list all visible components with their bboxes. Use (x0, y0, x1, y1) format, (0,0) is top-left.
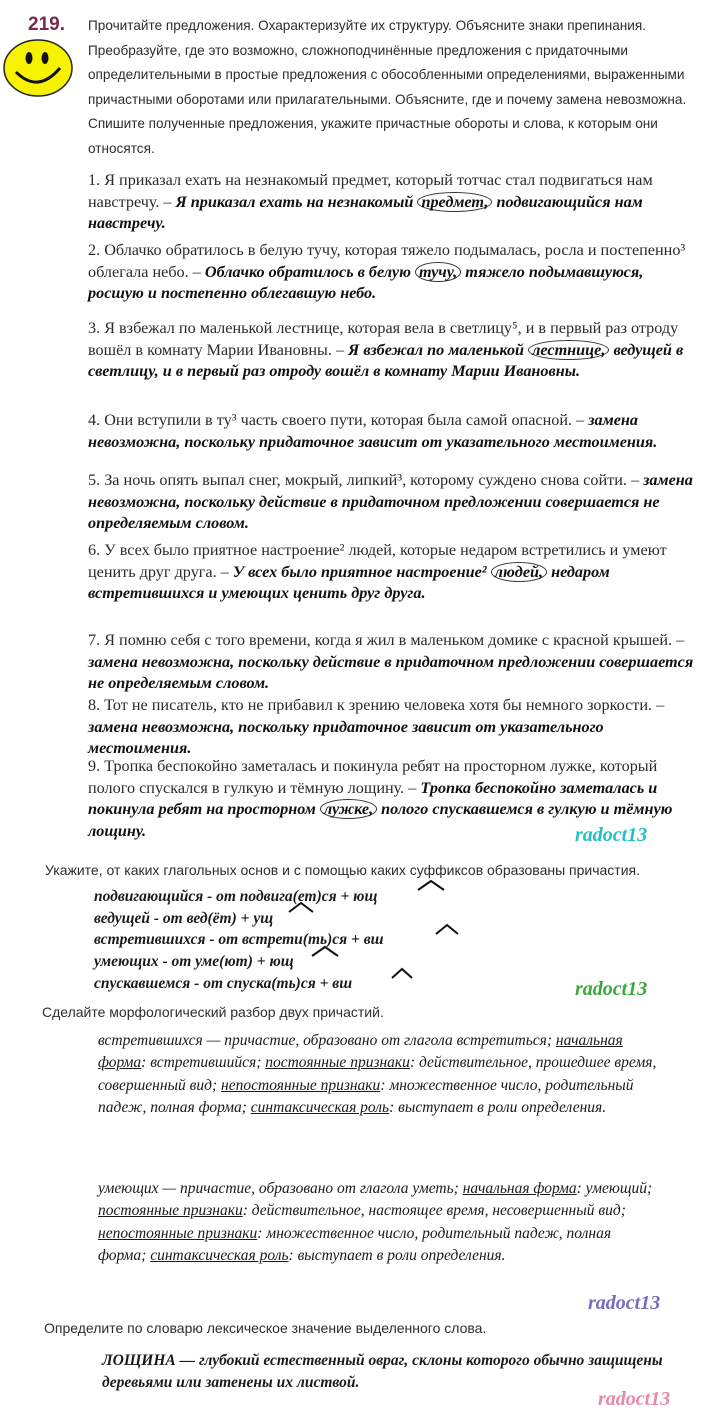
defined-word: тучу, (415, 262, 461, 282)
answer-text: Я приказал ехать на незнакомый предмет, подвигающийся нам навстречу. (88, 192, 643, 232)
exercise-number: 219. (28, 14, 65, 35)
term-label: постоянные признаки (265, 1054, 410, 1072)
watermark-3: radoct13 (588, 1292, 661, 1314)
answer-text: Тропка беспокойно заметалась и покинула ребят на просторном лужке, полого спускавшемся в гулкую и тёмную лощину. (88, 778, 673, 840)
analysis-text: : встретившийся; (141, 1054, 266, 1072)
analysis-text: : действительное, настоящее время, несовершенный вид; (242, 1202, 626, 1220)
analysis-text: : множественное число, родительный падеж, полная форма; (98, 1076, 634, 1116)
answer-text: замена невозможна, поскольку действие в придаточном предложении совершается не определяемым словом. (88, 652, 694, 692)
sentence-item (88, 540, 696, 605)
derivation-line: ведущей - от вед(ёт) + ущ (94, 909, 274, 927)
term-label: синтаксическая роль (150, 1246, 289, 1264)
answer-text: Я взбежал по маленькой лестнице, ведущей в светлицу, и в первый раз отроду вошёл в комнату Марии Ивановны. (88, 340, 684, 380)
original-sentence: 5. За ночь опять выпал снег, мокрый, липкий³, которому суждено снова сойти. – (88, 471, 644, 489)
sentence-item (88, 630, 696, 695)
suffix-mark-icon (418, 881, 444, 890)
section3-heading: Сделайте морфологический разбор двух причастий. (42, 1004, 384, 1020)
original-sentence: 6. У всех было приятное настроение² людей, которые недаром встретились и умеют ценить друг друга. – (88, 541, 667, 581)
derivation-line: умеющих - от уме(ют) + ющ (94, 953, 294, 971)
defined-word: предмет, (417, 192, 492, 212)
analysis-text: : действительное, прошедшее время, совершенный вид; (98, 1054, 657, 1094)
derivation-line: спускавшемся - от спуска(ть)ся + вш (94, 974, 353, 992)
suffix-mark-icon (392, 969, 412, 978)
defined-word: людей, (491, 562, 547, 582)
answer-text: У всех было приятное настроение² людей, недаром встретившихся и умеющих ценить друг друга. (88, 562, 610, 602)
watermark-1: radoct13 (575, 824, 648, 846)
defined-word: лестнице, (528, 340, 609, 360)
term-label: синтаксическая роль (250, 1098, 390, 1116)
original-sentence: 8. Тот не писатель, кто не прибавил к зрению человека хотя бы немного зоркости. – (88, 696, 665, 714)
original-sentence: 1. Я приказал ехать на незнакомый предмет, который тотчас стал подвигаться нам навстречу. – (88, 171, 653, 211)
sentence-item (88, 410, 696, 453)
analysis-text: : множественное число, родительный падеж, полная форма; (98, 1224, 612, 1264)
term-label: непостоянные признаки (221, 1076, 381, 1094)
answer-text: Облачко обратилось в белую тучу, тяжело подымавшуюся, росшую и постепенно облегавшую небо. (88, 262, 644, 302)
term-label: начальная форма (462, 1180, 577, 1197)
sentence-item (88, 318, 696, 383)
answer-text: замена невозможна, поскольку придаточное зависит от указательного местоимения. (88, 411, 658, 451)
analysis-text: : выступает в роли определения. (288, 1246, 506, 1264)
analysis-text: умеющих — причастие, образовано от глагола уметь; (98, 1180, 463, 1197)
original-sentence: 3. Я взбежал по маленькой лестнице, которая вела в светлицу⁵, и в первый раз отроду вошёл в комнату Марии Ивановны. – (88, 319, 679, 359)
section2-heading: Укажите, от каких глагольных основ и с помощью каких суффиксов образованы причастия. (45, 862, 641, 878)
analysis-text: : умеющий; (576, 1180, 653, 1197)
watermark-4: radoct13 (598, 1388, 671, 1410)
morph-analysis-1 (98, 1030, 658, 1119)
original-sentence: 4. Они вступили в ту³ часть своего пути, которая была самой опасной. – (88, 411, 589, 429)
sentence-item (88, 240, 696, 305)
sentence-item (88, 695, 696, 760)
original-sentence: 9. Тропка беспокойно заметалась и покинула ребят на просторном лужке, который полого спускался в гулкую и тёмную лощину. – (88, 757, 658, 797)
sentence-item (88, 470, 696, 535)
analysis-text: : выступает в роли определения. (389, 1098, 607, 1116)
derivation-line: подвигающийся - от подвига(ет)ся + ющ (94, 888, 378, 905)
sentence-item (88, 170, 696, 235)
watermark-2: radoct13 (575, 978, 648, 1000)
derivation-line: встретившихся - от встрети(ть)ся + вш (94, 931, 384, 949)
analysis-text: встретившихся — причастие, образовано от глагола встретиться; (98, 1032, 556, 1049)
answer-text: замена невозможна, поскольку придаточное зависит от указательного местоимения. (88, 717, 604, 757)
suffix-mark-icon (436, 925, 458, 934)
original-sentence: 2. Облачко обратилось в белую тучу, которая тяжело подымалась, росла и постепенно³ облегала небо. – (88, 241, 686, 281)
morph-analysis-2 (98, 1178, 658, 1267)
smiley-icon (2, 38, 76, 98)
task-text: Прочитайте предложения. Охарактеризуйте их структуру. Объясните знаки препинания. Преобразуйте, где это возможно, сложноподчинённые предложения с придаточными определительными в простые предложения с обособленными определениями, выраженными причастными оборотами или прилагательными. Объясните, где и почему замена невозможна. Спишите полученные предложения, укажите причастные обороты и слова, к которым они относятся. (88, 18, 687, 156)
derivation-list (94, 886, 384, 995)
term-label: постоянные признаки (98, 1202, 243, 1220)
answer-text: замена невозможна, поскольку действие в придаточном предложении совершается не определяемым словом. (88, 471, 693, 532)
defined-word: лужке, (320, 799, 377, 819)
term-label: непостоянные признаки (98, 1224, 258, 1242)
section4-heading: Определите по словарю лексическое значение выделенного слова. (44, 1320, 487, 1336)
original-sentence: 7. Я помню себя с того времени, когда я жил в маленьком домике с красной крышей. – (88, 631, 685, 649)
term-label: начальная форма (98, 1032, 623, 1072)
lexical-definition: ЛОЩИНА — глубокий естественный овраг, склоны которого обычно защищены деревьями или затенены их листвой. (102, 1352, 663, 1391)
